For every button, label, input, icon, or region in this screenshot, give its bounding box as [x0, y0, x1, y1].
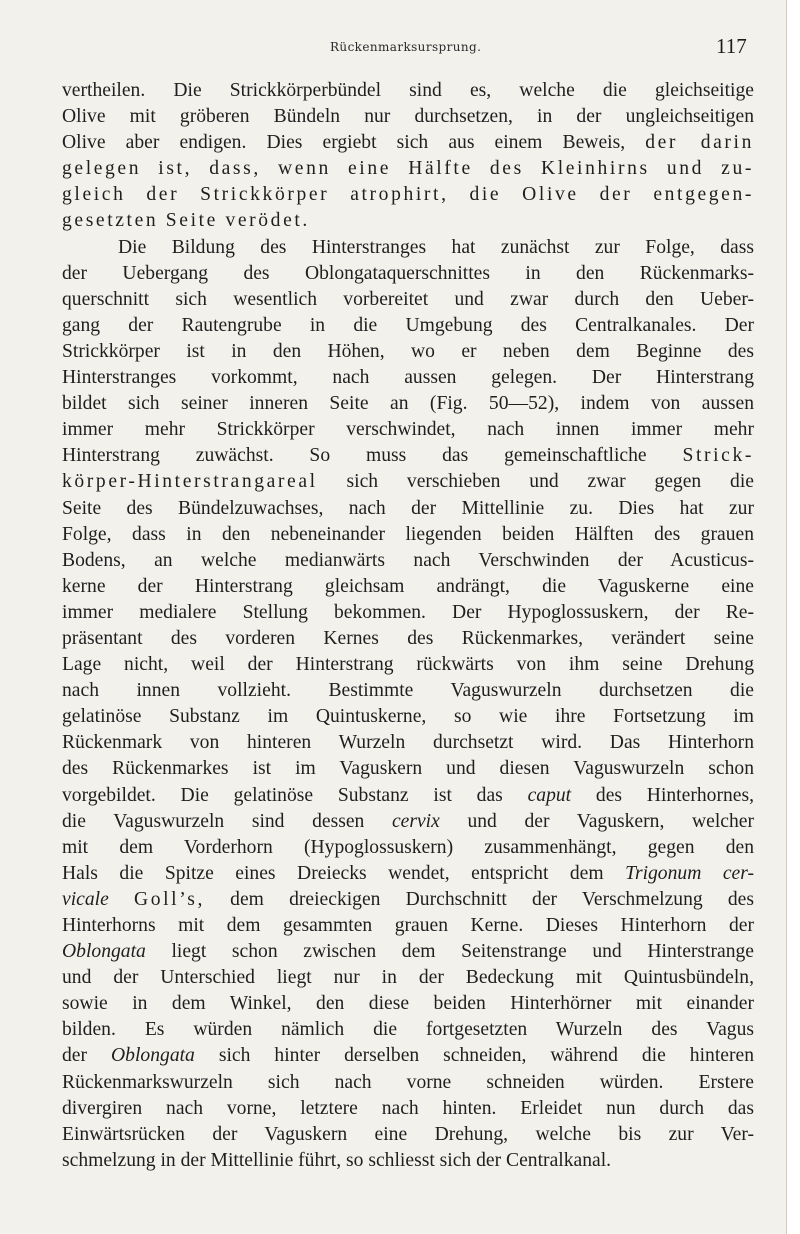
- text-line: Rückenmark von hinteren Wurzeln durchsetzt wird. Das Hinterhorn: [62, 732, 754, 754]
- text-segment: und der Vaguskern, welcher: [467, 810, 754, 832]
- text-line: [62, 130, 754, 156]
- spaced-text: körper-Hinterstrangareal: [62, 471, 318, 493]
- italic-term: Oblongata: [62, 941, 146, 963]
- text-line: Folge, dass in den nebeneinander liegenden beiden Hälften des grauen: [62, 523, 754, 545]
- text-segment: sich verschieben und zwar gegen die: [346, 471, 754, 493]
- page-number: 117: [716, 34, 747, 58]
- text-line: gleich der Strickkörper atrophirt, die Olive der entgegen-: [62, 184, 754, 206]
- italic-term: Oblongata: [111, 1045, 195, 1067]
- text-line: bilden. Es würden nämlich die fortgesetzten Wurzeln des Vagus: [62, 1019, 754, 1041]
- text-line: und der Unterschied liegt nur in der Bedeckung mit Quintusbündeln,: [62, 967, 754, 989]
- text-line: immer mehr Strickkörper verschwindet, nach innen immer mehr: [62, 419, 754, 441]
- text-line: Hinterstranges vorkommt, nach aussen gelegen. Der Hinterstrang: [62, 367, 754, 389]
- text-segment: die Vaguswurzeln sind dessen: [62, 810, 365, 832]
- text-line: querschnitt sich wesentlich vorbereitet und zwar durch den Ueber-: [62, 288, 754, 310]
- text-line: bildet sich seiner inneren Seite an (Fig. 50—52), indem von aussen: [62, 393, 754, 415]
- italic-term: vicale: [62, 888, 109, 910]
- spaced-text: Strick-: [682, 445, 754, 467]
- body-text: [62, 78, 754, 1174]
- text-line: gelatinöse Substanz im Quintuskerne, so wie ihre Fortsetzung im: [62, 706, 754, 728]
- text-segment: liegt schon zwischen dem Seitenstrange und Hinterstrange: [171, 941, 754, 963]
- text-line: des Rückenmarkes ist im Vaguskern und diesen Vaguswurzeln schon: [62, 758, 754, 780]
- text-line: [62, 861, 754, 887]
- text-line: [62, 443, 754, 469]
- text-segment: Olive aber endigen. Dies ergiebt sich aus einem Beweis,: [62, 132, 626, 154]
- text-line: nach innen vollzieht. Bestimmte Vaguswurzeln durchsetzen die: [62, 680, 754, 702]
- italic-term: caput: [527, 784, 572, 806]
- text-line: Bodens, an welche medianwärts nach Verschwinden der Acusticus-: [62, 549, 754, 571]
- text-segment: Hinterstrang zuwächst. So muss das gemeinschaftliche: [62, 445, 647, 467]
- text-line: [62, 1043, 754, 1069]
- text-line: divergiren nach vorne, letztere nach hinten. Erleidet nun durch das: [62, 1097, 754, 1119]
- text-line: [62, 939, 754, 965]
- text-line: Lage nicht, weil der Hinterstrang rückwärts von ihm seine Drehung: [62, 654, 754, 676]
- text-line: gesetzten Seite verödet.: [62, 210, 310, 232]
- text-segment: dem dreieckigen Durchschnitt der Verschmelzung des: [230, 888, 754, 910]
- paragraph-start-line: Die Bildung des Hinterstranges hat zunächst zur Folge, dass: [118, 236, 754, 258]
- text-line: gelegen ist, dass, wenn eine Hälfte des Kleinhirns und zu-: [62, 158, 754, 180]
- text-line: [62, 783, 754, 809]
- running-head: Rückenmarksursprung.: [330, 40, 482, 54]
- spaced-text: der darin: [645, 132, 755, 154]
- text-segment: des Hinterhornes,: [595, 784, 754, 806]
- author-name: Goll’s,: [133, 888, 205, 910]
- text-line: [62, 809, 754, 835]
- text-line: gang der Rautengrube in die Umgebung des Centralkanales. Der: [62, 314, 754, 336]
- text-line: vertheilen. Die Strickkörperbündel sind es, welche die gleichseitige: [62, 80, 754, 101]
- text-line: Einwärtsrücken der Vaguskern eine Drehung, welche bis zur Ver-: [62, 1123, 754, 1145]
- text-line: immer medialere Stellung bekommen. Der Hypoglossuskern, der Re-: [62, 601, 754, 623]
- text-segment: Hals die Spitze eines Dreiecks wendet, entspricht dem: [62, 862, 604, 884]
- italic-term: cervix: [391, 810, 440, 832]
- text-segment: vorgebildet. Die gelatinöse Substanz ist das: [62, 784, 503, 806]
- text-line: Seite des Bündelzuwachses, nach der Mittellinie zu. Dies hat zur: [62, 497, 754, 519]
- text-line: der Uebergang des Oblongataquerschnittes in den Rückenmarks-: [62, 262, 754, 284]
- text-line: Hinterhorns mit dem gesammten grauen Kerne. Dieses Hinterhorn der: [62, 915, 754, 936]
- text-line: [62, 469, 754, 495]
- text-segment: sich hinter derselben schneiden, während die hinteren: [218, 1045, 754, 1067]
- text-line: mit dem Vorderhorn (Hypoglossuskern) zusammenhängt, gegen den: [62, 836, 754, 858]
- text-segment: der: [62, 1045, 88, 1067]
- italic-term: Trigonum cer-: [625, 862, 754, 884]
- text-line: schmelzung in der Mittellinie führt, so schliesst sich der Centralkanal.: [62, 1149, 612, 1171]
- text-line: kerne der Hinterstrang gleichsam andrängt, die Vaguskerne eine: [62, 575, 754, 597]
- text-line: Rückenmarkswurzeln sich nach vorne schneiden würden. Erstere: [62, 1071, 754, 1093]
- text-line: Strickkörper ist in den Höhen, wo er neben dem Beginne des: [62, 340, 754, 362]
- text-line: präsentant des vorderen Kernes des Rückenmarkes, verändert seine: [62, 627, 754, 649]
- text-line: sowie in dem Winkel, den diese beiden Hinterhörner mit einander: [62, 993, 754, 1015]
- text-line: Olive mit gröberen Bündeln nur durchsetzen, in der ungleichseitigen: [62, 106, 754, 128]
- page-header: [0, 34, 786, 58]
- text-line: [62, 887, 754, 913]
